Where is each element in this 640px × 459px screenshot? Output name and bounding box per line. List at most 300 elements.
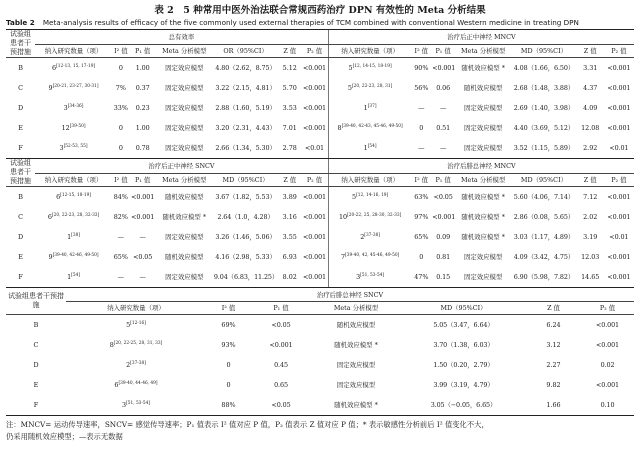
col-header-n: 纳入研究数量（项） — [35, 44, 112, 58]
col-header-z: Z 值 — [577, 173, 604, 187]
z-value: 5.12 — [282, 64, 297, 72]
table-row — [6, 395, 634, 416]
effect-value: 4.16（2.98，5.33） — [215, 253, 276, 261]
z-value: 2.27 — [546, 361, 561, 369]
table-caption-en — [6, 17, 634, 30]
effect-value: 3.22（2.15，4.81） — [215, 84, 276, 92]
reference-list: [37-38] — [130, 360, 146, 366]
effect-value: 4.40（3.69，5.12） — [513, 124, 575, 132]
group-label: D — [17, 104, 24, 112]
col-header-n: 纳入研究数量（项） — [66, 302, 206, 315]
effect-value: 1.50（0.20，2.79） — [433, 361, 494, 369]
footnote-line-2: 仍采用随机效应模型；—表示无数据 — [6, 432, 123, 441]
study-count: 6 — [56, 193, 61, 201]
effect-value: 5.60（4.06，7.14） — [513, 193, 575, 201]
i2-value: 33% — [113, 104, 128, 112]
z-value: 9.82 — [546, 381, 561, 389]
study-count: 9 — [48, 253, 53, 261]
i2-value: 0 — [118, 124, 123, 132]
study-count-cell — [328, 78, 411, 98]
col-header-p1: P₁ 值 — [130, 44, 156, 58]
study-count: 3 — [59, 144, 64, 152]
model-value: 随机效应模型 * — [334, 341, 378, 349]
p2-value: <0.001 — [607, 253, 631, 261]
model-value: 随机效应模型 * — [461, 64, 505, 72]
study-count-cell — [35, 58, 112, 79]
i2-value: 0 — [419, 124, 424, 132]
z-value: 7.01 — [282, 124, 297, 132]
col-header-i2: I² 值 — [411, 44, 431, 58]
p1-value: 0.37 — [135, 84, 150, 92]
study-count-cell — [35, 207, 112, 227]
i2-value: — — [112, 267, 130, 288]
model-value: 随机效应模型 — [165, 193, 204, 201]
p1-value: — — [139, 233, 146, 241]
z-value: 12.03 — [581, 253, 600, 261]
i2-value: 93% — [221, 341, 236, 349]
p1-value: 0.51 — [436, 124, 451, 132]
group-label: D — [33, 361, 39, 369]
col-header-p2: P₂ 值 — [301, 173, 328, 187]
group-label: F — [6, 267, 35, 288]
p1-value: 1.00 — [135, 124, 150, 132]
col-header-i2: I² 值 — [112, 44, 130, 58]
study-count-cell — [328, 227, 411, 247]
p2-value: <0.001 — [607, 84, 631, 92]
study-count-cell — [328, 98, 411, 118]
col-header-z: Z 值 — [577, 44, 604, 58]
col-header-n: 纳入研究数量（项） — [328, 173, 411, 187]
group-label: E — [18, 124, 23, 132]
p2-value: <0.001 — [302, 124, 327, 132]
footnote-line-1: 注：MNCV= 运动传导速率，SNCV= 感觉传导速率；P₁ 值表示 I² 值对应 P 值，P₂ 值表示 Z 值对应 P 值；* 表示敏感性分析前后 I² 值变化不大， — [6, 420, 489, 429]
study-count-cell — [35, 267, 112, 288]
p1-value: <0.001 — [131, 213, 155, 221]
group-label: F — [6, 395, 66, 416]
i2-value: — — [117, 233, 125, 241]
model-value: 固定效应模型 — [156, 267, 213, 288]
study-count: 6 — [51, 64, 57, 72]
study-count-cell — [328, 247, 411, 267]
z-value: 2.02 — [583, 213, 598, 221]
effect-value: 3.03（1.17，4.89） — [513, 233, 575, 241]
table-page — [6, 4, 634, 443]
z-value: 3.16 — [282, 213, 297, 221]
col-header-model: Meta 分析模型 — [156, 173, 213, 187]
study-count: 12 — [61, 124, 70, 132]
reference-list: [20-22, 25, 28-30, 32-33] — [347, 212, 402, 218]
p1-value: 0.65 — [274, 381, 288, 389]
stub-header: 试验组患者干预措施 — [6, 30, 35, 58]
model-value: 固定效应模型 — [165, 64, 204, 72]
p2-value: <0.001 — [607, 104, 631, 112]
effect-value: 2.69（1.40，3.98） — [513, 104, 575, 112]
i2-value: 0 — [112, 138, 130, 159]
col-header-p2: P₂ 值 — [301, 44, 328, 58]
p2-value: <0.001 — [302, 64, 327, 72]
model-value: 固定效应模型 — [455, 267, 511, 288]
block3-table — [6, 288, 634, 416]
model-value: 固定效应模型 — [455, 138, 511, 159]
reference-list: [54] — [71, 272, 80, 278]
col-header-p1: P₁ 值 — [431, 44, 455, 58]
caption-en-label: Table 2 — [6, 18, 35, 27]
stub-header: 试验组患者干预措施 — [6, 159, 35, 187]
p2-value: <0.001 — [302, 233, 327, 241]
col-header-p1: P₁ 值 — [431, 173, 455, 187]
group-label: B — [18, 64, 23, 72]
table-row — [6, 207, 634, 227]
i2-value: 0 — [419, 253, 424, 261]
study-count: 2 — [126, 361, 131, 369]
col-header-p1: P₁ 值 — [251, 302, 311, 315]
model-value: 随机效应模型 * — [162, 213, 207, 221]
i2-value: 0 — [226, 361, 231, 369]
table-row — [6, 247, 634, 267]
effect-value: 5.05（3.47，6.64） — [433, 321, 494, 329]
col-header-p1: P₁ 值 — [130, 173, 156, 187]
i2-value: 56% — [414, 84, 429, 92]
p1-value: <0.001 — [432, 64, 456, 72]
reference-list: [12, 14-15, 18-19] — [352, 63, 392, 69]
table-row — [6, 227, 634, 247]
reference-list: [20, 22-23, 28, 31] — [351, 83, 393, 89]
table-row — [6, 118, 634, 138]
i2-value: — — [411, 138, 431, 159]
study-count-cell — [328, 187, 411, 208]
reference-list: [38] — [71, 232, 80, 238]
group-label: C — [18, 213, 23, 221]
study-count: 10 — [338, 213, 348, 221]
model-value: 随机效应模型 * — [461, 213, 505, 221]
study-count-cell — [35, 78, 112, 98]
p1-value: <0.05 — [251, 395, 311, 416]
table-row — [6, 355, 634, 375]
effect-value: 3.20（2.31，4.43） — [215, 124, 276, 132]
table-footnote — [6, 419, 634, 443]
z-value: 4.37 — [583, 84, 598, 92]
study-count-cell — [328, 267, 411, 288]
p1-value: — — [431, 138, 455, 159]
reference-list: [34-36] — [67, 103, 84, 109]
reference-list: [51, 53-54] — [360, 272, 385, 278]
study-count: 1 — [67, 233, 72, 241]
study-count: 5 — [348, 64, 353, 72]
col-header-effect: MD（95%CI） — [401, 302, 526, 315]
caption-en-text: Meta-analysis results of efficacy of the five commonly used external therapies of TCM combined with conventional Western medicine in treating DPN — [42, 18, 579, 27]
study-count: 7 — [340, 253, 346, 261]
reference-list: [52-53, 55] — [63, 143, 88, 149]
study-count-cell — [35, 118, 112, 138]
table-row — [6, 98, 634, 118]
table-caption-zh: 表 2 5 种常用中医外治法联合常规西药治疗 DPN 有效性的 Meta 分析结果 — [154, 5, 486, 16]
study-count-cell — [328, 138, 411, 159]
model-value: 随机效应模型 * — [461, 233, 505, 241]
p2-value: <0.001 — [302, 104, 327, 112]
i2-value: 84% — [113, 193, 128, 201]
p1-value: 0.06 — [436, 84, 451, 92]
p2-value: <0.001 — [607, 124, 631, 132]
reference-list: [20, 22-25, 28, 31, 33] — [113, 340, 163, 346]
study-count: 5 — [126, 321, 131, 329]
p2-value: <0.001 — [301, 267, 328, 288]
p1-value: <0.05 — [133, 253, 153, 261]
effect-value: 2.88（1.60，5.19） — [215, 104, 276, 112]
model-value: 固定效应模型 — [165, 233, 204, 241]
col-header-i2: I² 值 — [411, 173, 431, 187]
col-header-effect: OR（95%CI） — [213, 44, 278, 58]
model-value: 随机效应模型 — [463, 84, 503, 92]
z-value: 6.93 — [282, 253, 297, 261]
p2-value: <0.001 — [607, 213, 631, 221]
i2-value: 0 — [118, 64, 123, 72]
p1-value: 0.23 — [135, 104, 150, 112]
p1-value: 0.15 — [431, 267, 455, 288]
p2-value: 0.10 — [581, 395, 634, 416]
study-count-cell — [328, 118, 411, 138]
t1-left-title: 总有效率 — [35, 30, 328, 44]
group-label: C — [18, 84, 23, 92]
p2-value: <0.001 — [595, 381, 620, 389]
i2-value: 65% — [414, 233, 429, 241]
reference-list: [12, 14-16, 19] — [356, 192, 389, 198]
table-row — [6, 138, 634, 159]
table-row — [6, 315, 634, 336]
group-label: B — [33, 321, 39, 329]
col-header-p2: P₂ 值 — [604, 44, 634, 58]
study-count: 8 — [337, 124, 342, 132]
reference-list: [37-38] — [364, 232, 381, 238]
z-value: 1.66 — [526, 395, 581, 416]
z-value: 3.19 — [583, 233, 598, 241]
t3-title: 治疗后腓总神经 SNCV — [66, 288, 634, 302]
z-value: 2.78 — [278, 138, 301, 159]
p1-value: 0.81 — [436, 253, 451, 261]
study-count: 8 — [109, 341, 114, 349]
reference-list: [12-16] — [130, 320, 146, 326]
model-value: 随机效应模型 — [336, 321, 376, 329]
col-header-model: Meta 分析模型 — [311, 302, 401, 315]
study-count: 3 — [121, 401, 127, 409]
z-value: 14.65 — [577, 267, 604, 288]
z-value: 3.12 — [546, 341, 561, 349]
effect-value: 2.64（1.0，4.28） — [217, 213, 274, 221]
p2-value: <0.001 — [302, 213, 327, 221]
col-header-z: Z 值 — [278, 44, 301, 58]
p1-value: 0.09 — [436, 233, 451, 241]
effect-value: 2.86（0.08，5.65） — [513, 213, 575, 221]
t2-body — [6, 187, 634, 288]
study-count-cell — [328, 207, 411, 227]
z-value: 8.02 — [278, 267, 301, 288]
study-count: 3 — [63, 104, 68, 112]
col-header-model: Meta 分析模型 — [455, 173, 511, 187]
study-count: 5 — [347, 84, 352, 92]
t3-body — [6, 315, 634, 416]
col-header-model: Meta 分析模型 — [156, 44, 213, 58]
model-value: 固定效应模型 — [463, 104, 503, 112]
table-row — [6, 78, 634, 98]
reference-list: [39-40, 42, 45-46, 49-50] — [345, 252, 400, 258]
model-value: 固定效应模型 — [165, 104, 204, 112]
p1-value: <0.05 — [271, 321, 291, 329]
p2-value: 0.02 — [600, 361, 615, 369]
p1-value: 1.00 — [135, 64, 150, 72]
reference-list: [20, 22-23, 28, 32-33] — [51, 212, 100, 218]
z-value: 12.08 — [581, 124, 600, 132]
p2-value: <0.001 — [302, 193, 327, 201]
col-header-n: 纳入研究数量（项） — [35, 173, 112, 187]
study-count-cell — [35, 247, 112, 267]
p2-value: <0.001 — [302, 253, 327, 261]
effect-value: 3.67（1.82，5.53） — [215, 193, 276, 201]
group-label: E — [18, 253, 23, 261]
col-header-effect: MD（95%CI） — [511, 173, 576, 187]
study-count-cell — [66, 375, 206, 395]
t3-stub-header: 试验组患者干预措施 — [6, 288, 66, 315]
z-value: 3.31 — [583, 64, 598, 72]
z-value: 3.53 — [282, 104, 297, 112]
col-header-z: Z 值 — [278, 173, 301, 187]
effect-value: 3.70（1.38，6.03） — [433, 341, 494, 349]
model-value: 固定效应模型 — [336, 361, 376, 369]
study-count: 1 — [67, 273, 72, 281]
reference-list: [54] — [367, 143, 377, 149]
model-value: 固定效应模型 — [463, 124, 503, 132]
p2-value: <0.01 — [301, 138, 328, 159]
study-count: 6 — [114, 381, 119, 389]
i2-value: 63% — [414, 193, 429, 201]
reference-list: [39-50] — [69, 123, 86, 129]
i2-value: 7% — [115, 84, 126, 92]
table-row — [6, 375, 634, 395]
effect-value: 3.05（−0.05，6.65） — [401, 395, 526, 416]
model-value: 固定效应模型 — [336, 381, 376, 389]
group-label: B — [18, 193, 23, 201]
reference-list: [51, 53-54] — [126, 400, 151, 406]
p1-value: <0.001 — [432, 213, 456, 221]
col-header-model: Meta 分析模型 — [455, 44, 511, 58]
reference-list: [39-40, 42-43, 45-46, 49-50] — [341, 123, 403, 129]
p2-value: <0.01 — [604, 138, 634, 159]
study-count-cell — [66, 355, 206, 375]
i2-value: — — [418, 104, 425, 112]
z-value: 7.12 — [583, 193, 598, 201]
reference-list: [39-40, 44-46, 49] — [118, 380, 158, 386]
col-header-effect: MD（95%CI） — [511, 44, 576, 58]
z-value: 4.09 — [583, 104, 598, 112]
effect-value: 9.04（6.83，11.25） — [213, 267, 278, 288]
reference-list: [20-21, 23-27, 30-31] — [52, 83, 99, 89]
t1-body — [6, 58, 634, 159]
col-header-effect: MD（95%CI） — [213, 173, 278, 187]
block1-table — [6, 30, 634, 159]
effect-value: 6.90（5.98，7.82） — [511, 267, 576, 288]
i2-value: 65% — [113, 253, 128, 261]
study-count-cell — [35, 227, 112, 247]
col-header-p2: P₂ 值 — [581, 302, 634, 315]
col-header-z: Z 值 — [526, 302, 581, 315]
p2-value: <0.001 — [595, 341, 620, 349]
effect-value: 4.09（3.42，4.75） — [513, 253, 575, 261]
effect-value: 2.68（1.48，3.88） — [513, 84, 575, 92]
study-count-cell — [35, 187, 112, 208]
study-count: 1 — [363, 144, 368, 152]
p1-value: <0.05 — [433, 193, 453, 201]
t2-left-title: 治疗后正中神经 SNCV — [35, 159, 328, 173]
i2-value: 82% — [113, 213, 128, 221]
reference-list: [37] — [367, 103, 377, 109]
study-count-cell — [35, 98, 112, 118]
block2-table — [6, 159, 634, 288]
t1-right-title: 治疗后正中神经 MNCV — [328, 30, 634, 44]
effect-value: 4.80（2.62，8.75） — [215, 64, 276, 72]
model-value: 固定效应模型 — [165, 124, 204, 132]
study-count-cell — [66, 395, 206, 416]
group-label: D — [17, 233, 24, 241]
group-label: F — [6, 138, 35, 159]
model-value: 随机效应模型 * — [311, 395, 401, 416]
p1-value: <0.001 — [269, 341, 293, 349]
effect-value: 3.52（1.15，5.89） — [511, 138, 576, 159]
study-count-cell — [66, 335, 206, 355]
i2-value: 90% — [414, 64, 429, 72]
p2-value: <0.001 — [604, 267, 634, 288]
group-label: E — [33, 381, 39, 389]
z-value: 5.70 — [282, 84, 297, 92]
model-value: 随机效应模型 — [165, 253, 204, 261]
reference-list: [39-40, 42-46, 49-50] — [52, 252, 99, 258]
effect-value: 3.99（3.19，4.79） — [433, 381, 494, 389]
z-value: 2.92 — [577, 138, 604, 159]
table-row — [6, 335, 634, 355]
col-header-p2: P₂ 值 — [604, 173, 634, 187]
p2-value: <0.001 — [607, 193, 631, 201]
i2-value: 0 — [226, 381, 231, 389]
study-count-cell — [66, 315, 206, 336]
study-count-cell — [328, 58, 411, 79]
model-value: 随机效应模型 * — [461, 193, 505, 201]
i2-value: 97% — [414, 213, 429, 221]
study-count: 1 — [363, 104, 368, 112]
p1-value: 0.78 — [130, 138, 156, 159]
p2-value: <0.001 — [595, 321, 620, 329]
model-value: 固定效应模型 — [156, 138, 213, 159]
p1-value: — — [130, 267, 156, 288]
col-header-i2: I² 值 — [112, 173, 130, 187]
i2-value: 69% — [221, 321, 236, 329]
study-count-cell — [35, 138, 112, 159]
effect-value: 3.26（1.46，5.06） — [215, 233, 276, 241]
i2-value: 47% — [411, 267, 431, 288]
col-header-i2: I² 值 — [206, 302, 251, 315]
col-header-n: 纳入研究数量（项） — [328, 44, 411, 58]
study-count: 9 — [48, 84, 53, 92]
t2-right-title: 治疗后腓总神经 MNCV — [328, 159, 634, 173]
reference-list: [12-13, 15, 17-19] — [56, 63, 96, 69]
z-value: 3.89 — [282, 193, 297, 201]
study-count: 6 — [47, 213, 52, 221]
p1-value: <0.001 — [131, 193, 155, 201]
model-value: 固定效应模型 — [165, 84, 204, 92]
group-label: C — [33, 341, 39, 349]
reference-list: [12-15, 18-19] — [60, 192, 92, 198]
table-row — [6, 187, 634, 208]
p1-value: — — [439, 104, 447, 112]
p2-value: <0.001 — [607, 64, 631, 72]
p2-value: <0.01 — [609, 233, 629, 241]
z-value: 6.24 — [546, 321, 561, 329]
